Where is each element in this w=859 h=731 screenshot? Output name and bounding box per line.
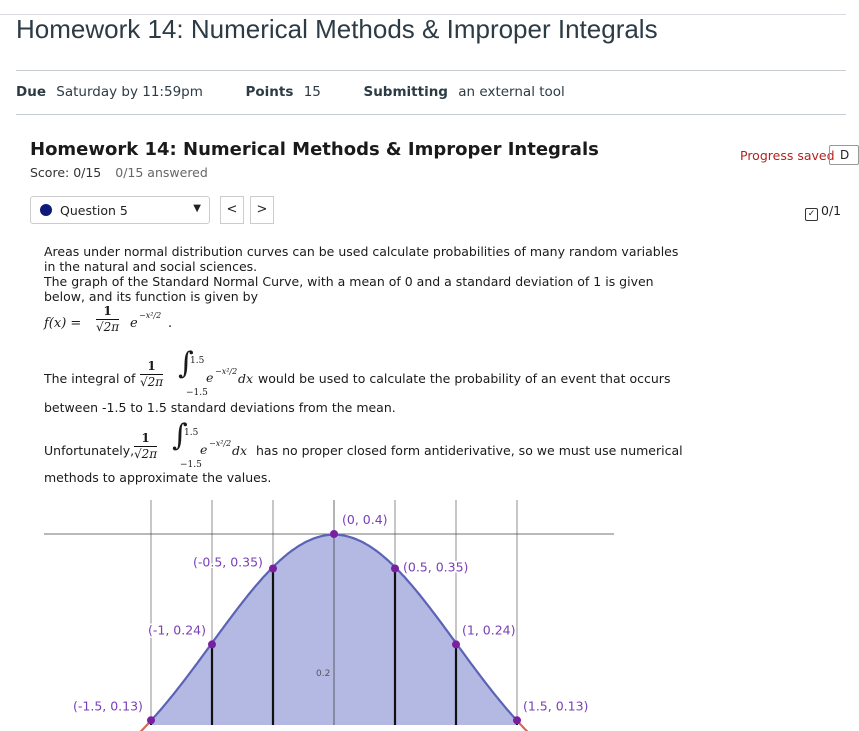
question-score	[805, 203, 841, 221]
integral-dx: dx	[238, 371, 254, 386]
methods-line: methods to approximate the values.	[44, 470, 272, 485]
normal-curve-graph	[44, 500, 614, 725]
integral-suffix-1: would be used to calculate the probability of an event that occurs	[258, 371, 671, 386]
points-label: Points	[245, 84, 294, 100]
data-point	[391, 565, 399, 573]
integral-fraction	[134, 431, 157, 462]
due-value: Saturday by 11:59pm	[56, 84, 203, 100]
integral-exp-base: e	[206, 370, 214, 385]
fraction-numerator: 1	[140, 359, 163, 375]
fraction-numerator: 1	[96, 304, 119, 320]
status-dot-icon	[40, 204, 52, 216]
integral-exp-exponent: −x²/2	[209, 439, 232, 448]
integral-upper: 1.5	[190, 356, 205, 366]
y-tick-label: 0.2	[316, 669, 331, 679]
exp-exponent: −x²/2	[139, 311, 162, 320]
question-select[interactable]	[30, 196, 210, 224]
data-point	[269, 565, 277, 573]
point-label: (-0.5, 0.35)	[193, 554, 263, 570]
assignment-details	[16, 84, 571, 100]
integral-sign-icon: ∫	[178, 346, 194, 381]
submitting-label: Submitting	[363, 84, 448, 100]
fraction-denominator: √2π	[134, 447, 158, 461]
question-score-value: 0/1	[821, 203, 842, 218]
header-divider	[16, 70, 846, 71]
question-paragraph-2: The graph of the Standard Normal Curve, with a mean of 0 and a standard deviation of 1 is given below, and its function is given by	[44, 274, 654, 304]
question-paragraph-1: Areas under normal distribution curves can be used calculate probabilities of many random variables in the natural and social sciences.	[44, 244, 679, 274]
integral-suffix-2: has no proper closed form antiderivative, so we must use numerical	[256, 443, 683, 458]
function-formula: f(x) = $\frac{1}{√2\pi}$ e −x²/2 .	[44, 304, 173, 334]
previous-question-button[interactable]: <	[220, 196, 244, 224]
integral-lower: −1.5	[180, 460, 202, 470]
assignment-title: Homework 14: Numerical Methods & Improper Integrals	[30, 139, 599, 160]
data-point	[513, 716, 521, 724]
unfortunately-text: Unfortunately,	[44, 443, 135, 458]
integral-sentence-1	[44, 346, 684, 402]
function-fraction	[96, 304, 119, 335]
point-label: (0.5, 0.35)	[403, 559, 469, 575]
point-label: (1, 0.24)	[462, 622, 516, 638]
due-label: Due	[16, 84, 46, 100]
data-point	[147, 716, 155, 724]
page-title: Homework 14: Numerical Methods & Improper Integrals	[16, 14, 658, 44]
integral-dx: dx	[232, 443, 248, 458]
integral-sentence-2	[44, 418, 684, 474]
data-point	[208, 640, 216, 648]
curve-left-tail	[29, 721, 151, 731]
point-label: (1.5, 0.13)	[523, 698, 589, 714]
checkbox-icon: ✓	[805, 208, 818, 221]
integral-exp-base: e	[200, 442, 208, 457]
integral-lower: −1.5	[186, 388, 208, 398]
question-select-label: Question 5	[60, 203, 128, 218]
points-value: 15	[303, 84, 321, 100]
dropdown-caret-icon: ▼	[193, 203, 201, 214]
integral-sign-icon: ∫	[172, 418, 188, 453]
curve-right-tail	[517, 721, 639, 731]
between-line: between -1.5 to 1.5 standard deviations from the mean.	[44, 400, 396, 415]
fraction-denominator: √2π	[96, 320, 120, 334]
answered-count: 0/15 answered	[115, 165, 208, 180]
point-label: (-1, 0.24)	[148, 622, 206, 638]
fraction-numerator: 1	[134, 431, 157, 447]
data-point	[452, 640, 460, 648]
details-divider	[16, 114, 846, 115]
score-value: Score: 0/15	[30, 165, 102, 180]
integral-fraction	[140, 359, 163, 390]
point-label: (0, 0.4)	[342, 512, 388, 527]
score-line	[30, 165, 208, 180]
integral-prefix: The integral of	[44, 371, 136, 386]
exp-base: e	[130, 316, 138, 331]
data-point	[330, 530, 338, 538]
point-label: (-1.5, 0.13)	[73, 698, 143, 714]
next-question-button[interactable]: >	[250, 196, 274, 224]
progress-status: Progress saved	[740, 148, 835, 163]
details-button[interactable]: D	[829, 145, 859, 165]
submitting-value: an external tool	[458, 84, 565, 100]
integral-exp-exponent: −x²/2	[215, 367, 238, 376]
integral-upper: 1.5	[184, 428, 199, 438]
fraction-denominator: √2π	[140, 375, 164, 389]
function-lhs: f(x) =	[44, 316, 82, 331]
